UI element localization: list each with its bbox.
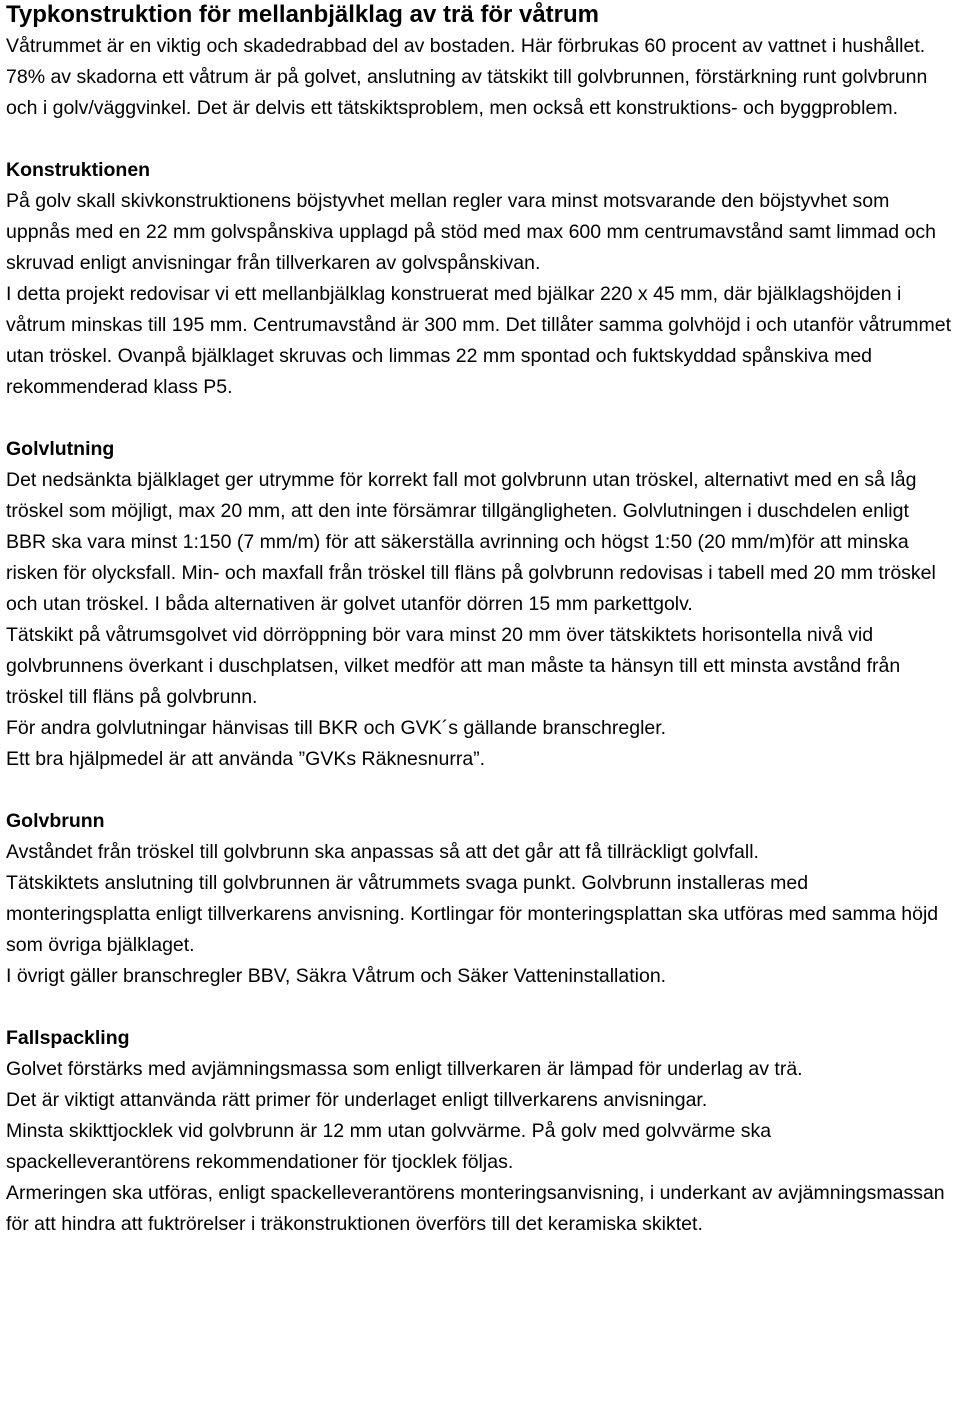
intro-block [6, 31, 954, 124]
section-paragraph: Tätskiktets anslutning till golvbrunnen är våtrummets svaga punkt. Golvbrunn installeras med monteringsplatta enligt tillverkarens anvisning. Kortlingar för monteringsplattan ska utföras med samma höjd som övriga bjälklaget. [6, 872, 939, 956]
section-paragraph: Avståndet från tröskel till golvbrunn ska anpassas så att det går att få tillräckligt golvfall. [6, 841, 759, 863]
section-heading: Konstruktionen [6, 159, 151, 181]
intro-paragraph: 78% av skadorna ett våtrum är på golvet, anslutning av tätskikt till golvbrunnen, förstärkning runt golvbrunn och i golv/väggvinkel. Det är delvis ett tätskiktsproblem, men också ett konstruktions- och byggproblem. [6, 66, 928, 119]
section-paragraph: Golvet förstärks med avjämningsmassa som enligt tillverkaren är lämpad för underlag av trä. [6, 1058, 803, 1080]
document-title: Typkonstruktion för mellanbjälklag av trä för våtrum [6, 1, 600, 28]
spacer [6, 775, 954, 806]
section-paragraph: Det nedsänkta bjälklaget ger utrymme för korrekt fall mot golvbrunn utan tröskel, alternativt med en så låg tröskel som möjligt, max 20 mm, att den inte försämrar tillgängligheten. Golvlutningen i duschdelen enligt BBR ska vara minst 1:150 (7 mm/m) för att säkerställa avrinning och högst 1:50 (20 mm/m)för att minska risken för olycksfall. Min- och maxfall från tröskel till fläns på golvbrunn redovisas i tabell med 20 mm tröskel och utan tröskel. I båda alternativen är golvet utanför dörren 15 mm parkettgolv. [6, 469, 936, 615]
section-paragraph: Tätskikt på våtrumsgolvet vid dörröppning bör vara minst 20 mm över tätskiktets horisontella nivå vid golvbrunnens överkant i duschplatsen, vilket medför att man måste ta hänsyn till ett minsta avstånd från tröskel till fläns på golvbrunn. [6, 624, 901, 708]
section-heading: Golvlutning [6, 438, 115, 460]
spacer [6, 124, 954, 155]
section-golvlutning [6, 434, 954, 775]
intro-paragraph: Våtrummet är en viktig och skadedrabbad del av bostaden. Här förbrukas 60 procent av vattnet i hushållet. [6, 35, 926, 57]
section-heading: Fallspackling [6, 1027, 130, 1049]
section-paragraph: På golv skall skivkonstruktionens böjstyvhet mellan regler vara minst motsvarande den böjstyvhet som uppnås med en 22 mm golvspånskiva upplagd på stöd med max 600 mm centrumavstånd samt limmad och skruvad enligt anvisningar från tillverkaren av golvspånskivan. [6, 190, 936, 274]
section-konstruktionen [6, 155, 954, 403]
section-paragraph: Ett bra hjälpmedel är att använda ”GVKs Räknesnurra”. [6, 748, 486, 770]
section-paragraph: I övrigt gäller branschregler BBV, Säkra Våtrum och Säker Vatteninstallation. [6, 965, 667, 987]
spacer [6, 992, 954, 1023]
section-paragraph: Armeringen ska utföras, enligt spackelleverantörens monteringsanvisning, i underkant av avjämningsmassan för att hindra att fuktrörelser i träkonstruktionen överförs till det keramiska skiktet. [6, 1182, 945, 1235]
section-paragraph: Det är viktigt attanvända rätt primer för underlaget enligt tillverkarens anvisningar. [6, 1089, 708, 1111]
section-fallspackling [6, 1023, 954, 1240]
spacer [6, 403, 954, 434]
section-heading: Golvbrunn [6, 810, 105, 832]
section-golvbrunn [6, 806, 954, 992]
section-paragraph: För andra golvlutningar hänvisas till BKR och GVK´s gällande branschregler. [6, 717, 667, 739]
section-paragraph: I detta projekt redovisar vi ett mellanbjälklag konstruerat med bjälkar 220 x 45 mm, där bjälklagshöjden i våtrum minskas till 195 mm. Centrumavstånd är 300 mm. Det tillåter samma golvhöjd i och utanför våtrummet utan tröskel. Ovanpå bjälklaget skruvas och limmas 22 mm spontad och fuktskyddad spånskiva med rekommenderad klass P5. [6, 283, 952, 398]
section-paragraph: Minsta skikttjocklek vid golvbrunn är 12 mm utan golvvärme. På golv med golvvärme ska spackelleverantörens rekommendationer för tjocklek följas. [6, 1120, 772, 1173]
